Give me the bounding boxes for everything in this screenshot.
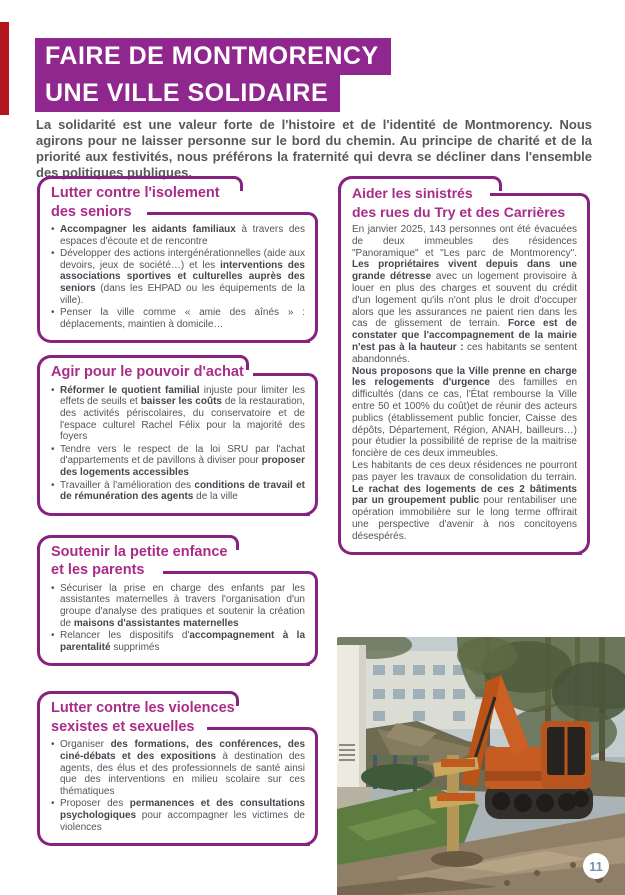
bullet-item: [51, 798, 305, 833]
landslide-worksite-photo: [337, 637, 625, 895]
right-column: [338, 176, 590, 567]
body-text: de la restauration, des activités périscolaires, du conservatoire et de l'espace culturel Rachel Félix pour la majorité des foyers: [60, 396, 306, 443]
body-text: pour accompagner les victimes de violences: [60, 809, 305, 833]
box-title-line: Soutenir la petite enfance: [51, 543, 228, 560]
box-title-line: des rues du Try et des Carrières: [352, 203, 566, 220]
body-text: (dans les EHPAD ou les équipements de la ville).: [60, 282, 305, 306]
body-text: Développer des actions intergénérationnelles (aide aux devoirs, jeux de société…) et les: [60, 248, 305, 271]
box-achat: [37, 355, 318, 515]
page-title-line2: UNE VILLE SOLIDAIRE: [35, 75, 340, 112]
body-text: Travailler à l'amélioration des: [60, 479, 195, 491]
box-title: [51, 184, 305, 221]
box-title-line: Lutter contre l'isolement: [51, 185, 220, 201]
emphasis-text: Les propriétaires vivent depuis dans une grande détresse: [352, 259, 577, 283]
page-title: [35, 38, 391, 112]
body-text: Les habitants de ces deux résidences ne pourront pas payer les travaux de consolidation du terrain.: [352, 459, 577, 483]
box-seniors: [37, 176, 318, 343]
box-title-line: et les parents: [51, 562, 145, 579]
emphasis-text: Accompagner les aidants familiaux: [60, 224, 236, 235]
emphasis-text: baisser les coûts: [140, 396, 222, 408]
body-text: injuste pour limiter les effets de seuils et: [60, 384, 306, 408]
box-bullet-list: [51, 385, 305, 503]
body-text: avec un logement provisoire à louer en plus des charges et souvent du crédit d'un logement qu'ils n'ont plus le droit d'occuper alors que les assurances ne paient rien dans les cas de glissement de terrain.: [352, 271, 577, 330]
box-title-line: Lutter contre les violences: [51, 700, 235, 717]
body-text: Sécuriser la prise en charge des enfants par les assistantes maternelles à travers l'organisation d'un groupe d'analyse des pratiques et soutenir la création de: [60, 582, 305, 629]
box-bullet-list: [51, 224, 305, 330]
emphasis-text: Nous proposons que la Ville prenne en charge les relogements d'urgence: [352, 365, 577, 389]
page-edge-bleed-bar: [0, 22, 9, 115]
page-title-line1: FAIRE DE MONTMORENCY: [35, 38, 391, 75]
emphasis-text: permanences et des consultations psychologiques: [60, 798, 305, 821]
emphasis-text: accompagnement à la parentalité: [60, 630, 306, 653]
bullet-item: [51, 224, 305, 247]
emphasis-text: des formations, des conférences, des ciné-débats et des expositions: [60, 739, 306, 762]
box-title: [51, 543, 305, 580]
box-enfance: [37, 535, 318, 667]
box-violences: [37, 691, 318, 846]
box-bullet-list: [51, 583, 305, 654]
bullet-item: [51, 385, 305, 443]
bullet-item: [51, 583, 305, 629]
box-title-line: sexistes et sexuelles: [51, 718, 195, 735]
emphasis-text: Le rachat des logements de ces 2 bâtiments par un groupement public: [352, 483, 577, 507]
page-number: 11: [589, 858, 603, 874]
bullet-item: [51, 307, 305, 330]
box-paragraph: [352, 460, 577, 543]
body-text: Proposer des: [60, 798, 130, 810]
box-paragraph: [352, 224, 577, 366]
body-text: ces habitants se sentent abandonnés.: [352, 341, 578, 365]
body-text: Organiser: [60, 739, 111, 751]
box-title-line: des seniors: [51, 203, 132, 220]
box-sinistres: [338, 176, 590, 555]
bullet-item: [51, 444, 305, 479]
box-bullet-list: [51, 739, 305, 833]
body-text: Relancer les dispositifs d': [60, 630, 190, 642]
box-title: [352, 184, 577, 221]
emphasis-text: conditions de travail et de rémunération des agents: [60, 479, 305, 503]
box-title: [51, 699, 305, 736]
intro-paragraph: La solidarité est une valeur forte de l'histoire et de l'identité de Montmorency. Nous agirons pour ne laisser personne sur le bord du chemin. Au principe de charité et de la priorité aux festivités, nous préférons la fraternité qui devra se décliner dans l'ensemble des politiques publiques.: [36, 117, 592, 180]
emphasis-text: Force est de constater que l'accompagnement de la mairie n'est pas à la hauteur :: [352, 318, 577, 353]
body-text: de la ville: [193, 491, 238, 503]
page-number-badge: [583, 853, 609, 879]
body-text: En janvier 2025, 143 personnes ont été évacuées de deux immeubles des résidences "Panoramique" et "Les parc de Montmorency".: [352, 224, 577, 259]
emphasis-text: interventions des associations sportives et culturelles auprès des seniors: [60, 259, 305, 294]
box-paragraph: [352, 366, 577, 460]
bullet-item: [51, 480, 305, 503]
emphasis-text: maisons d'assistantes maternelles: [73, 617, 239, 629]
photo-illustration: [337, 637, 625, 895]
body-text: Tendre vers le respect de la loi SRU par l'achat d'appartements et de pavillons à diviser pour: [60, 443, 305, 467]
left-column: [37, 176, 318, 858]
body-text: à destination des agents, des élus et des professionnels de santé ainsi que des interventions en milieu scolaire sur ces thématiques: [60, 750, 305, 797]
body-text: à travers des espaces d'écoute et de rencontre: [60, 224, 305, 247]
emphasis-text: proposer des logements accessibles: [60, 455, 305, 478]
body-text: Penser la ville comme « amie des aînés » : déplacements, maintien à domicile…: [60, 307, 305, 330]
box-title-line: Aider les sinistrés: [352, 185, 473, 201]
body-text: supprimés: [110, 641, 160, 653]
emphasis-text: Réformer le quotient familial: [60, 384, 200, 396]
bullet-item: [51, 630, 305, 653]
box-title-line: Agir pour le pouvoir d'achat: [51, 364, 244, 381]
body-text: pour rentabiliser une opération immobilière sur le long terme offrirait une perspective d'avenir à nos concitoyens désespérés.: [352, 495, 577, 542]
body-text: des familles en difficultés (dans ce cas, l'État rembourse la Ville entre 50 et 100% du coût)et de réunir des acteurs publics (établissement public foncier, Caisse des dépôts, Département, Région, ANAH, bailleurs…) pour étudier la possibilité de reprise de la maitrise foncière de ces deux immeubles.: [352, 377, 577, 460]
box-title: [51, 363, 305, 382]
bullet-item: [51, 248, 305, 306]
bullet-item: [51, 739, 305, 797]
